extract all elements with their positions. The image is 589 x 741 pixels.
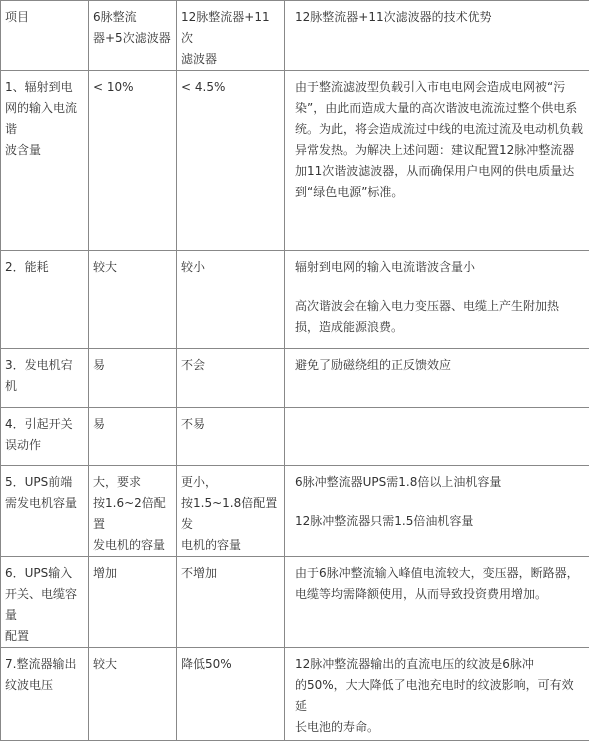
row-advantage <box>285 251 589 349</box>
row-item <box>1 648 89 741</box>
row-advantage <box>285 71 589 251</box>
row-twelve <box>177 349 285 408</box>
header-advantage-text: 12脉整流器+11次滤波器的技术优势 <box>285 1 589 28</box>
row-advantage-text: 由于整流滤波型负载引入市电电网会造成电网被“污 染”，由此而造成大量的高次谐波电流流过整个供电系 统。为此，将会造成流过中线的电流过流及电动机负载 异常发热。为解决上述问题：建议配置12脉冲整流器 加11次谐波滤波器，从而确保用户电网的供电质量达 到“绿色电源”标准。 <box>285 71 589 203</box>
row-advantage-text-2: 高次谐波会在输入电力变压器、电缆上产生附加热 损，造成能源浪费。 <box>285 290 589 338</box>
row-six <box>89 648 177 741</box>
row-item-text: 6．UPS输入 开关、电缆容量 配置 <box>1 557 88 647</box>
header-twelve-pulse-text: 12脉整流器+11次 滤波器 <box>177 1 284 70</box>
row-item-text: 1、辐射到电 网的输入电流谐 波含量 <box>1 71 88 161</box>
row-advantage-text: 12脉冲整流器输出的直流电压的纹波是6脉冲 的50%，大大降低了电池充电时的纹波影响，可有效延 长电池的寿命。 <box>285 648 589 738</box>
header-twelve-pulse <box>177 1 285 71</box>
row-six <box>89 251 177 349</box>
row-twelve <box>177 557 285 648</box>
row-twelve-text: 较小 <box>177 251 284 278</box>
row-twelve <box>177 71 285 251</box>
row-six-text: 增加 <box>89 557 176 584</box>
row-twelve <box>177 648 285 741</box>
row-item-text: 3．发电机宕 机 <box>1 349 88 397</box>
row-advantage <box>285 349 589 408</box>
row-twelve-text: 降低50% <box>177 648 284 675</box>
table-header-row <box>1 1 589 71</box>
row-six <box>89 408 177 466</box>
table-row <box>1 71 589 251</box>
header-advantage <box>285 1 589 71</box>
table-row <box>1 557 589 648</box>
header-six-pulse-text: 6脉整流 器+5次滤波器 <box>89 1 176 49</box>
row-twelve <box>177 251 285 349</box>
table-row <box>1 648 589 741</box>
row-advantage-text <box>285 408 589 414</box>
row-six-text: 较大 <box>89 648 176 675</box>
row-twelve-text: 不增加 <box>177 557 284 584</box>
row-advantage <box>285 557 589 648</box>
row-advantage-text: 避免了励磁绕组的正反馈效应 <box>285 349 589 376</box>
row-item <box>1 408 89 466</box>
row-item <box>1 251 89 349</box>
table-row <box>1 251 589 349</box>
row-advantage <box>285 466 589 557</box>
row-six-text: 易 <box>89 408 176 435</box>
row-item <box>1 557 89 648</box>
row-item <box>1 71 89 251</box>
row-advantage-text: 由于6脉冲整流输入峰值电流较大，变压器，断路器， 电缆等均需降额使用，从而导致投资费用增加。 <box>285 557 589 605</box>
table-row <box>1 349 589 408</box>
row-six <box>89 466 177 557</box>
row-six <box>89 557 177 648</box>
row-twelve-text: 不易 <box>177 408 284 435</box>
header-six-pulse <box>89 1 177 71</box>
row-advantage-text-2: 12脉冲整流器只需1.5倍油机容量 <box>285 505 589 532</box>
row-six-text: 大，要求 按1.6~2倍配置 发电机的容量 <box>89 466 176 556</box>
row-twelve <box>177 466 285 557</box>
row-six-text: 易 <box>89 349 176 376</box>
row-item <box>1 349 89 408</box>
row-six <box>89 71 177 251</box>
row-six-text: < 10% <box>89 71 176 98</box>
row-advantage <box>285 408 589 466</box>
row-six <box>89 349 177 408</box>
table-row <box>1 466 589 557</box>
table-row <box>1 408 589 466</box>
row-item <box>1 466 89 557</box>
row-advantage-text: 辐射到电网的输入电流谐波含量小 <box>285 251 589 278</box>
row-twelve-text: 不会 <box>177 349 284 376</box>
row-item-text: 2．能耗 <box>1 251 88 278</box>
header-item <box>1 1 89 71</box>
row-six-text: 较大 <box>89 251 176 278</box>
row-item-text: 4．引起开关 误动作 <box>1 408 88 456</box>
row-item-text: 5．UPS前端 需发电机容量 <box>1 466 88 514</box>
row-item-text: 7.整流器输出 纹波电压 <box>1 648 88 696</box>
row-advantage-text: 6脉冲整流器UPS需1.8倍以上油机容量 <box>285 466 589 493</box>
header-item-text: 项目 <box>1 1 88 28</box>
row-twelve-text: 更小， 按1.5~1.8倍配置发 电机的容量 <box>177 466 284 556</box>
row-twelve <box>177 408 285 466</box>
row-advantage <box>285 648 589 741</box>
row-twelve-text: < 4.5% <box>177 71 284 98</box>
